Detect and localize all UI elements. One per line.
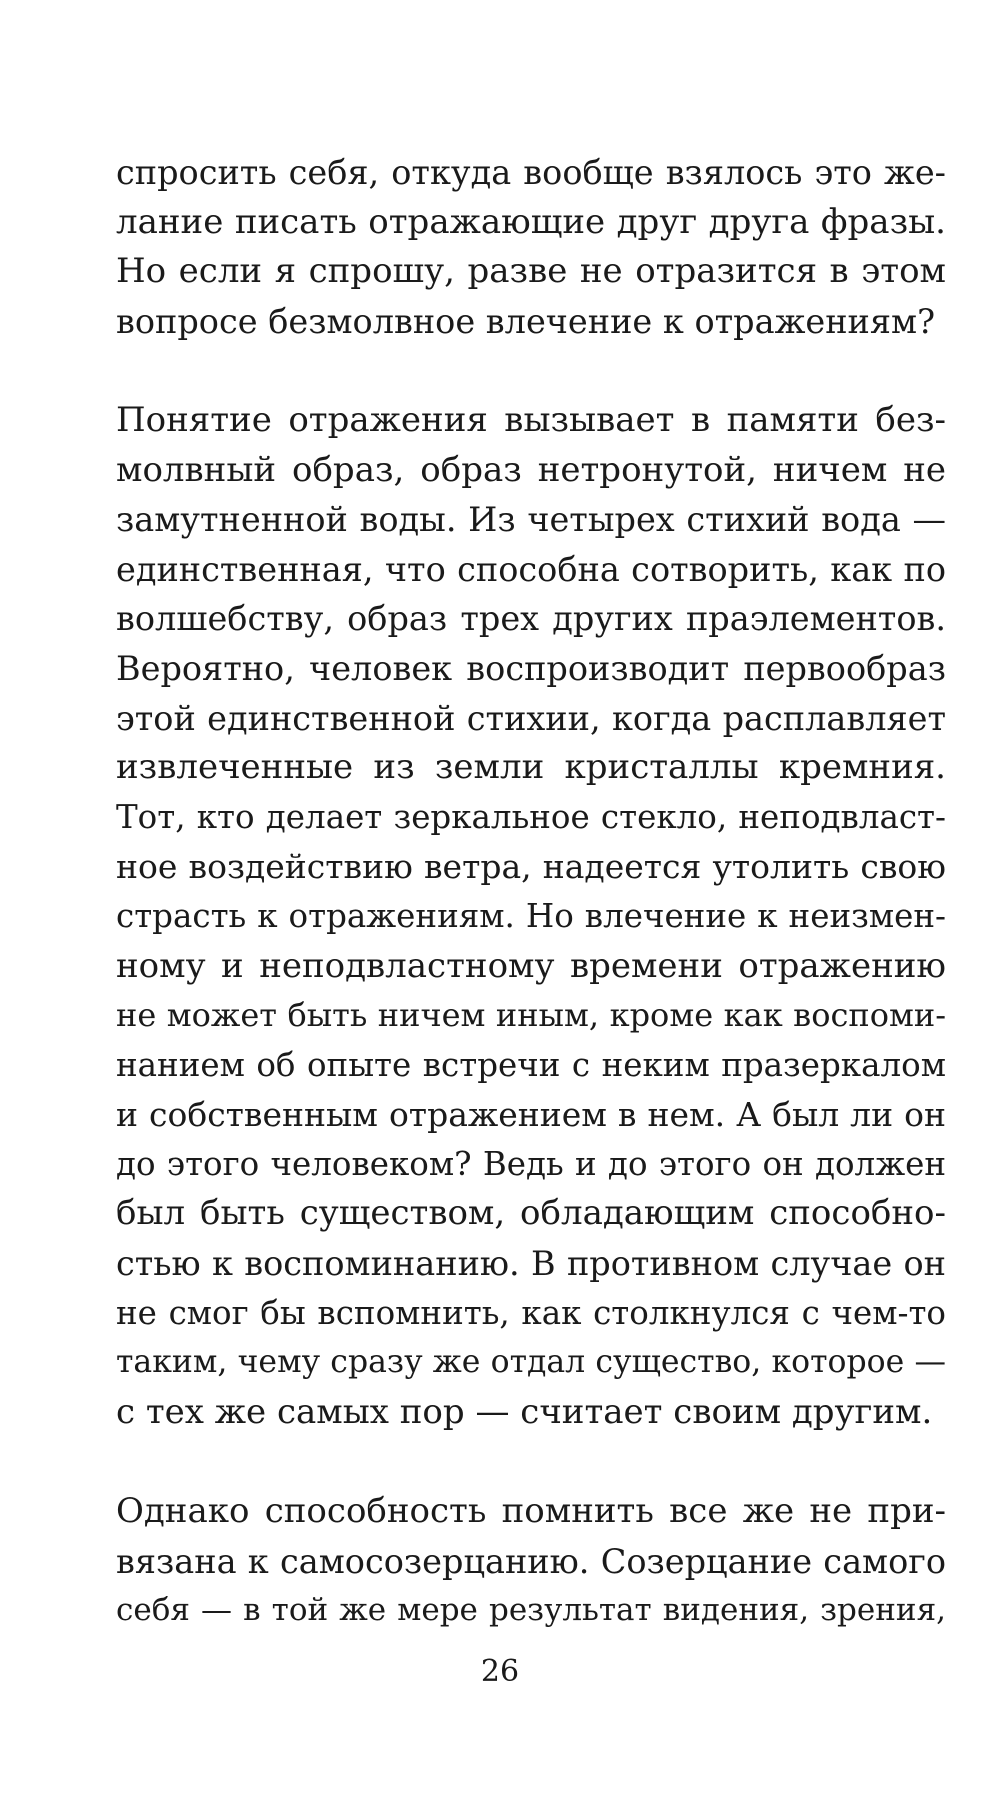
text-line: с тех же самых пор — считает своим другим. bbox=[116, 1391, 933, 1432]
paragraph-3 bbox=[116, 1487, 946, 1636]
text-line: не смог бы вспомнить, как столкнулся с чем-то bbox=[116, 1293, 946, 1332]
text-line: был быть существом, обладающим способно- bbox=[116, 1193, 946, 1234]
text-line: этой единственной стихии, когда расплавляет bbox=[116, 698, 946, 738]
text-line: нанием об опыте встречи с неким празеркалом bbox=[116, 1045, 946, 1084]
paragraph-gap bbox=[116, 346, 946, 396]
text-line: вопросе безмолвное влечение к отражениям? bbox=[116, 301, 936, 341]
text-line: лание писать отражающие друг друга фразы. bbox=[116, 201, 946, 242]
body-text bbox=[116, 148, 946, 1636]
paragraph-1 bbox=[116, 148, 946, 346]
text-line: вязана к самосозерцанию. Созерцание самого bbox=[116, 1541, 946, 1581]
text-line: замутненной воды. Из четырех стихий вода — bbox=[116, 500, 946, 540]
paragraph-2 bbox=[116, 396, 946, 1437]
text-line: не может быть ничем иным, кроме как воспоми- bbox=[116, 996, 946, 1035]
text-line: страсть к отражениям. Но влечение к неизмен- bbox=[116, 896, 946, 935]
text-line: Однако способность помнить все же не при- bbox=[116, 1491, 946, 1532]
page-number: 26 bbox=[480, 1654, 520, 1689]
text-line: извлеченные из земли кристаллы кремния. bbox=[116, 747, 946, 788]
text-line: Понятие отражения вызывает в памяти без- bbox=[116, 399, 946, 440]
text-line: волшебству, образ трех других праэлементов. bbox=[116, 599, 946, 639]
text-line: ное воздействию ветра, надеется утолить свою bbox=[116, 847, 946, 887]
text-line: Но если я спрошу, разве не отразится в этом bbox=[116, 251, 946, 292]
text-line: молвный образ, образ нетронутой, ничем не bbox=[116, 449, 946, 490]
text-line: и собственным отражением в нем. А был ли он bbox=[116, 1095, 946, 1135]
text-line: до этого человеком? Ведь и до этого он должен bbox=[116, 1144, 946, 1183]
text-line: ному и неподвластному времени отражению bbox=[116, 945, 946, 986]
text-line: единственная, что способна сотворить, как по bbox=[116, 549, 946, 589]
text-line: спросить себя, откуда вообще взялось это же- bbox=[116, 153, 946, 192]
text-line: таким, чему сразу же отдал существо, которое — bbox=[116, 1344, 946, 1381]
text-line: Вероятно, человек воспроизводит первообраз bbox=[116, 648, 946, 688]
paragraph-gap bbox=[116, 1437, 946, 1487]
text-line: Тот, кто делает зеркальное стекло, неподвласт- bbox=[116, 797, 946, 836]
text-line: стью к воспоминанию. В противном случае он bbox=[116, 1244, 946, 1284]
text-line: себя — в той же мере результат видения, зрения, bbox=[116, 1592, 946, 1629]
